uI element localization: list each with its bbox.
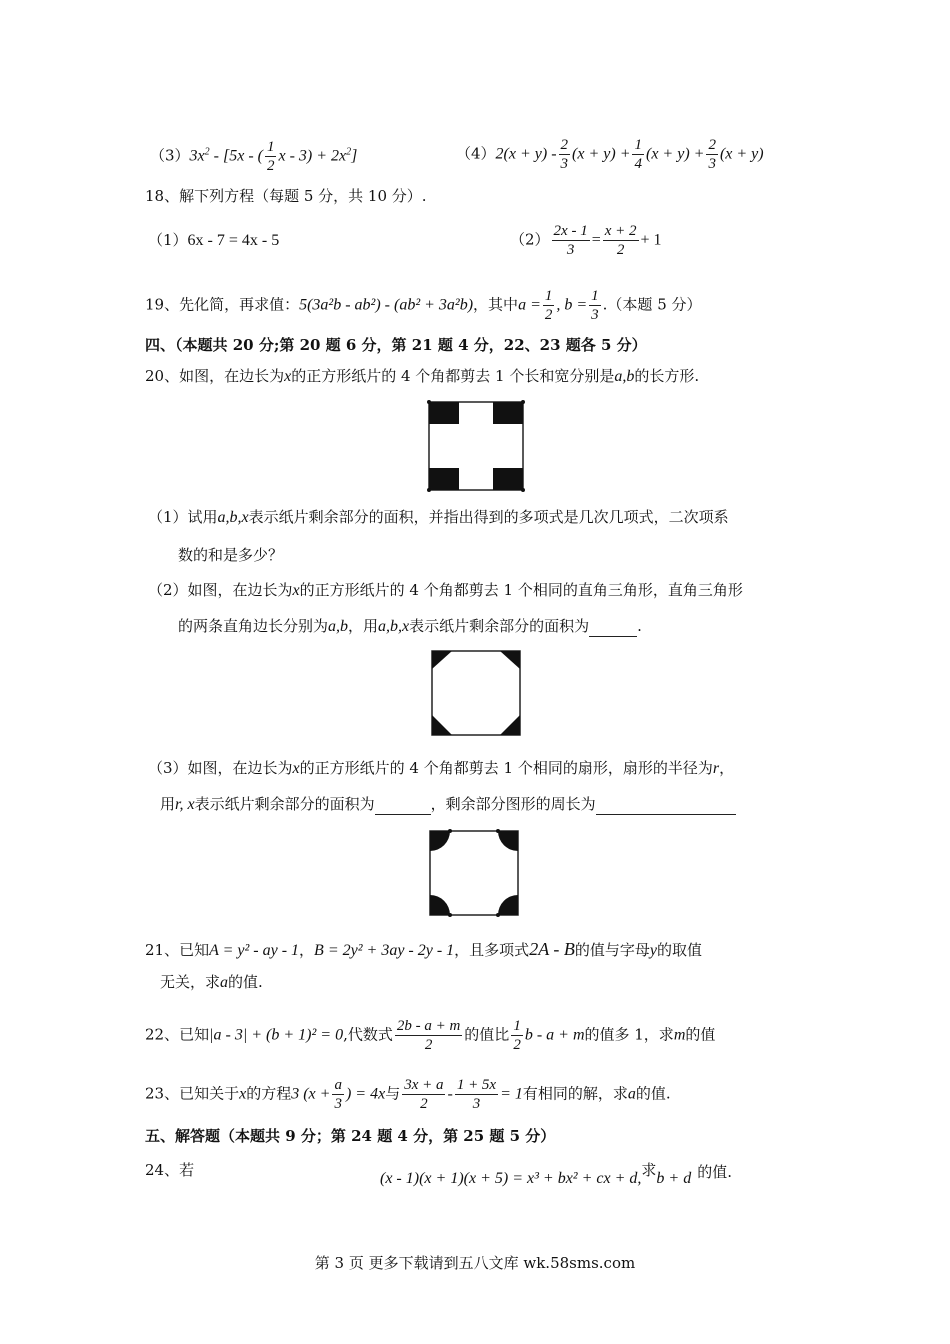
q18-p2-eq: =	[591, 231, 601, 249]
q21-B-expr: B = 2y² + 3ay - 2y - 1	[314, 942, 455, 959]
frac-num: 2	[708, 137, 716, 153]
corner-sector	[498, 831, 518, 851]
q17-part4	[456, 136, 764, 173]
corner-sector	[430, 895, 450, 915]
q18-part2	[510, 222, 662, 259]
figure-sector-corners	[425, 826, 523, 920]
var-a: a	[627, 1085, 636, 1103]
q20-p3-c: ，	[719, 759, 735, 777]
q23-e: 的值.	[635, 1084, 671, 1103]
q17-p4-frac2	[632, 136, 644, 173]
corner-sector	[498, 895, 518, 915]
q18-p2-frac2	[603, 222, 639, 259]
q23-b: 的方程	[246, 1084, 292, 1103]
q17-p3-frac	[265, 138, 277, 175]
q20-p2-b: 的正方形纸片的 4 个角都剪去 1 个相同的直角三角形，直角三角形	[299, 581, 743, 599]
q22-a: 22、已知	[145, 1025, 210, 1044]
frac-num: 1	[544, 288, 553, 304]
q17-p3-expr-b: - [5x - (	[209, 147, 263, 165]
frac-num: 2b - a + m	[396, 1018, 461, 1034]
q19-expr: 5(3a²b - ab²) - (ab² + 3a²b)	[299, 296, 474, 314]
corner-sector	[430, 831, 450, 851]
q21-b: ，且多项式	[454, 941, 530, 959]
corner-triangle	[500, 651, 520, 669]
q19-a-frac	[543, 287, 555, 324]
q17-p4-expr-d: (x + y)	[719, 145, 764, 163]
frac-den: 2	[544, 307, 553, 323]
q23-d: 有相同的解，求	[522, 1084, 628, 1103]
q23	[145, 1076, 671, 1113]
q23-eq1-b: ) = 4x	[345, 1085, 386, 1103]
q21-f: 的值.	[228, 973, 263, 991]
square-outline	[432, 651, 520, 735]
var-x: x	[239, 1085, 247, 1103]
q19-mid: ，其中	[473, 295, 519, 314]
q22-e: 的值	[685, 1025, 716, 1044]
q18-p1-label: （1）	[148, 231, 188, 249]
q18-title: 18、解下列方程（每题 5 分，共 10 分）.	[145, 187, 427, 205]
frac-num: 1	[266, 139, 275, 155]
q20-p2-d: ，用	[348, 617, 379, 635]
q20-part2-cont	[178, 616, 642, 637]
frac-den: 4	[634, 156, 642, 172]
frac-num: 2x - 1	[553, 223, 588, 239]
sup: 2	[204, 146, 210, 158]
q19-tail: .（本题 5 分）	[602, 295, 702, 314]
perimeter-answer-blank[interactable]	[596, 794, 736, 815]
var-m: m	[673, 1026, 686, 1044]
q19-b-frac	[589, 287, 601, 324]
q21-cont	[160, 972, 263, 993]
frac-den: 2	[424, 1037, 433, 1053]
q18-p2-tail: + 1	[640, 231, 662, 249]
var-abx: a,b,x	[217, 509, 249, 526]
corner-rect	[493, 468, 523, 490]
q18-part1	[148, 230, 279, 251]
q22-half	[511, 1017, 523, 1054]
q17-p4-frac3	[706, 136, 718, 173]
q22-c: 的值比	[464, 1025, 510, 1044]
q20-intro-a: 20、如图，在边长为	[145, 367, 285, 385]
q23-a: 23、已知关于	[145, 1084, 240, 1103]
frac-num: 1	[513, 1018, 521, 1034]
q18-p2-frac1	[552, 222, 590, 259]
q22-frac	[395, 1017, 462, 1054]
frac-num: 1	[591, 288, 599, 304]
q21	[145, 939, 702, 961]
q19-a-eq: a =	[518, 296, 541, 314]
q22-cond: |a - 3| + (b + 1)² = 0	[209, 1026, 344, 1044]
var-rx: r, x	[175, 796, 195, 813]
q23-eq1-a: 3 (x +	[291, 1085, 331, 1103]
q20-p3-d: 用	[160, 795, 176, 813]
q24-expr	[380, 1161, 732, 1189]
corner-triangle	[432, 715, 452, 735]
q20-part2	[148, 580, 743, 601]
q17-part3	[150, 138, 357, 175]
q22-expr2: b - a + m	[524, 1026, 585, 1044]
frac-num: 2	[560, 137, 569, 153]
q17-p4-frac1	[559, 136, 571, 173]
q17-p3-label: （3）	[150, 146, 190, 165]
q22-b: ,代数式	[343, 1025, 393, 1044]
q20-intro-b: 的正方形纸片的 4 个角都剪去 1 个长和宽分别是	[291, 367, 615, 385]
q19	[145, 287, 702, 324]
var-r: r	[712, 760, 720, 777]
frac-den: 2	[616, 242, 625, 258]
q20-intro	[145, 366, 699, 387]
frac-den: 3	[560, 156, 569, 172]
q23-frac1	[402, 1076, 445, 1113]
q20-p2-c: 的两条直角边长分别为	[178, 617, 329, 635]
var-y: y	[649, 942, 657, 959]
q20-intro-c: 的长方形.	[634, 367, 700, 385]
q24-b: 求	[641, 1161, 657, 1179]
q21-a: 21、已知	[145, 941, 210, 959]
q21-e: 无关，求	[160, 973, 221, 991]
corner-rect	[429, 468, 459, 490]
corner-rect	[493, 402, 523, 424]
q24-c: 的值.	[697, 1163, 732, 1181]
q20-p2-f: .	[637, 617, 642, 635]
q21-A-expr: A = y² - ay - 1	[209, 942, 300, 959]
frac-num: 3x + a	[404, 1077, 444, 1093]
q20-p2-a: （2）如图，在边长为	[148, 581, 293, 599]
q17-p4-expr-b: (x + y) +	[572, 145, 631, 163]
area-answer-blank[interactable]	[375, 794, 431, 815]
figure-triangle-corners	[428, 647, 524, 739]
var-ab: a,b	[328, 618, 349, 635]
sup: 2	[346, 146, 352, 158]
corner-rect	[429, 402, 459, 424]
q24-bd: b + d	[656, 1170, 692, 1187]
section5-title: 五、解答题（本题共 9 分；第 24 题 4 分，第 25 题 5 分）	[145, 1127, 556, 1145]
frac-num: 1	[634, 137, 642, 153]
q20-part3	[148, 758, 734, 779]
q21-poly: 2A - B	[529, 939, 575, 959]
q17-p4-expr-a: 2(x + y) -	[495, 145, 557, 163]
q23-eq2-tail: = 1	[500, 1085, 523, 1103]
frac-den: 3	[591, 307, 599, 323]
frac-den: 2	[420, 1096, 428, 1112]
frac-den: 3	[708, 156, 716, 172]
answer-blank[interactable]	[589, 616, 637, 637]
var-x: x	[284, 368, 292, 385]
var-x: x	[292, 582, 300, 599]
q18-p1-expr: 6x - 7 = 4x - 5	[187, 232, 280, 249]
corner-triangle	[432, 651, 452, 669]
q20-p2-e: 表示纸片剩余部分的面积为	[409, 617, 590, 635]
q21-comma: ，	[299, 941, 315, 959]
q23-c: 与	[385, 1084, 401, 1103]
q17-p3-expr-a: 3x	[189, 147, 205, 165]
page-footer: 第 3 页 更多下载请到五八文库 wk.58sms.com	[314, 1254, 636, 1272]
q17-p3-expr-d: ]	[351, 147, 358, 165]
q17-p4-expr-c: (x + y) +	[645, 145, 705, 163]
q19-b-eq: , b =	[556, 296, 588, 314]
section4-title: 四、（本题共 20 分;第 20 题 6 分，第 21 题 4 分，22、23 题各 5 分）	[145, 336, 647, 354]
var-abx: a,b,x	[378, 618, 410, 635]
q23-minus: -	[447, 1085, 453, 1103]
q23-eq1-frac	[332, 1076, 344, 1113]
q24-expr-text: (x - 1)(x + 1)(x + 5) = x³ + bx² + cx + d,	[380, 1170, 642, 1187]
q20-part3-cont	[160, 794, 736, 815]
frac-den: 3	[334, 1096, 342, 1112]
frac-den: 2	[266, 158, 275, 174]
q20-p3-f: ，剩余部分图形的周长为	[430, 795, 596, 813]
q20-p3-b: 的正方形纸片的 4 个角都剪去 1 个相同的扇形，扇形的半径为	[299, 759, 713, 777]
corner-triangle	[500, 715, 520, 735]
frac-den: 3	[472, 1096, 481, 1112]
q20-p3-a: （3）如图，在边长为	[148, 759, 293, 777]
q22-d: 的值多 1，求	[584, 1025, 674, 1044]
q22	[145, 1017, 715, 1054]
q19-prefix: 19、先化简，再求值：	[145, 295, 300, 314]
frac-num: a	[334, 1077, 342, 1093]
q20-p3-e: 表示纸片剩余部分的面积为	[194, 795, 375, 813]
q20-p1-b: 表示纸片剩余部分的面积，并指出得到的多项式是几次几项式，二次项系	[248, 508, 729, 526]
var-a: a	[220, 974, 229, 991]
frac-den: 2	[513, 1037, 521, 1053]
frac-den: 3	[566, 242, 575, 258]
q18-p2-label: （2）	[510, 230, 550, 249]
q20-part1	[148, 507, 729, 528]
q24-label: 24、若	[145, 1161, 195, 1179]
var-ab: a,b	[614, 368, 635, 385]
figure-rect-corners	[425, 398, 527, 494]
q17-p4-label: （4）	[456, 144, 496, 163]
frac-num: x + 2	[604, 223, 637, 239]
q21-c: 的值与字母	[574, 941, 650, 959]
var-x: x	[292, 760, 300, 777]
frac-num: 1 + 5x	[456, 1077, 497, 1093]
q20-p1-a: （1）试用	[148, 508, 218, 526]
q20-part1-cont: 数的和是多少？	[178, 546, 284, 564]
q17-p3-expr-c: x - 3) + 2x	[278, 147, 347, 165]
q23-frac2	[455, 1076, 498, 1113]
q21-d: 的取值	[656, 941, 702, 959]
